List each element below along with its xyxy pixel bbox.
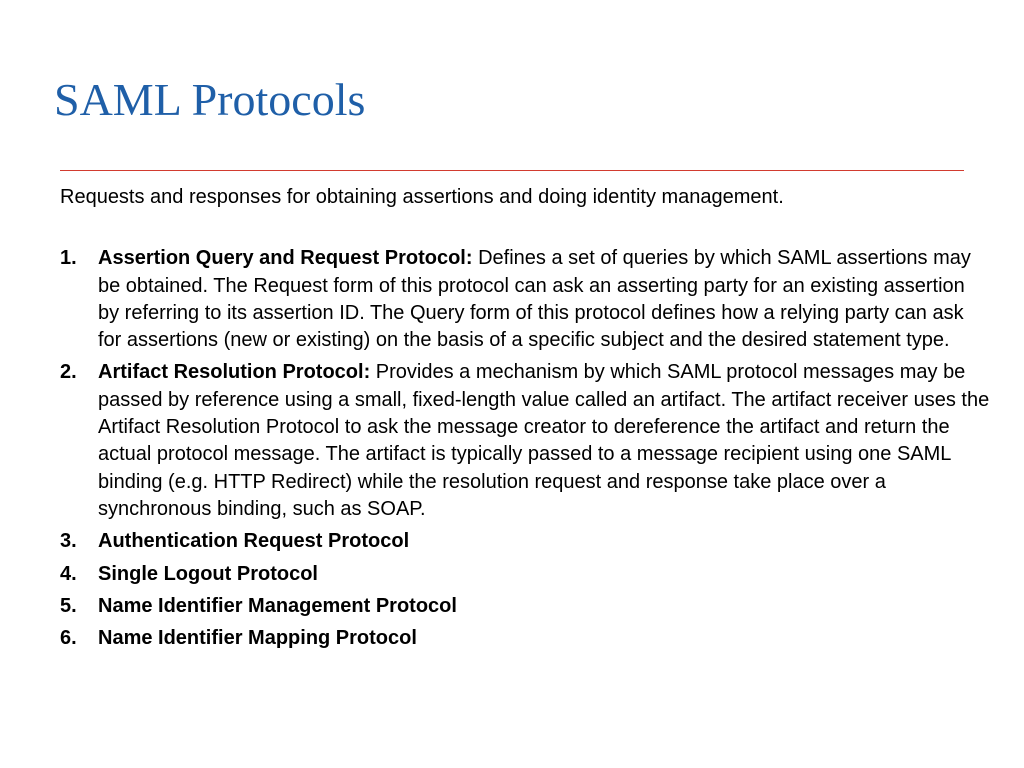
list-item-number: 4. — [60, 562, 77, 585]
protocol-list — [60, 245, 990, 652]
slide-title: SAML Protocols — [54, 74, 366, 125]
list-item-title: Single Logout Protocol — [98, 562, 318, 585]
list-item-description: Defines a set of queries by which SAML assertions may be obtained. The Request form of this protocol can ask an asserting party for an existing assertion by referring to its assertion ID. The Query form of this protocol defines how a relying party can ask for assertions (new or existing) on the basis of a specific subject and the desired statement type. — [98, 247, 971, 352]
list-item-number: 6. — [60, 627, 77, 650]
list-item-title: Authentication Request Protocol — [98, 530, 410, 553]
list-item-title: Name Identifier Mapping Protocol — [98, 627, 417, 650]
list-item-title: Name Identifier Management Protocol — [98, 594, 457, 617]
title-divider — [60, 170, 964, 171]
list-item-number: 1. — [60, 247, 77, 270]
intro-text: Requests and responses for obtaining assertions and doing identity management. — [60, 186, 784, 208]
list-item-title: Artifact Resolution Protocol: — [98, 361, 371, 384]
list-item — [60, 625, 990, 652]
list-item — [60, 593, 990, 620]
list-item-number: 5. — [60, 594, 77, 617]
list-item — [60, 245, 990, 354]
list-item — [60, 359, 990, 523]
list-item-title: Assertion Query and Request Protocol: — [98, 247, 473, 270]
list-item-description: Provides a mechanism by which SAML protocol messages may be passed by reference using a small, fixed-length value called an artifact. The artifact receiver uses the Artifact Resolution Protocol to ask the message creator to dereference the artifact and return the actual protocol message. The artifact is typically passed to a message recipient using one SAML binding (e.g. HTTP Redirect) while the resolution request and response take place over a synchronous binding, such as SOAP. — [98, 361, 990, 520]
list-item — [60, 561, 990, 588]
list-item — [60, 528, 990, 555]
list-item-number: 2. — [60, 361, 77, 384]
slide-body — [60, 184, 990, 657]
list-item-number: 3. — [60, 530, 77, 553]
